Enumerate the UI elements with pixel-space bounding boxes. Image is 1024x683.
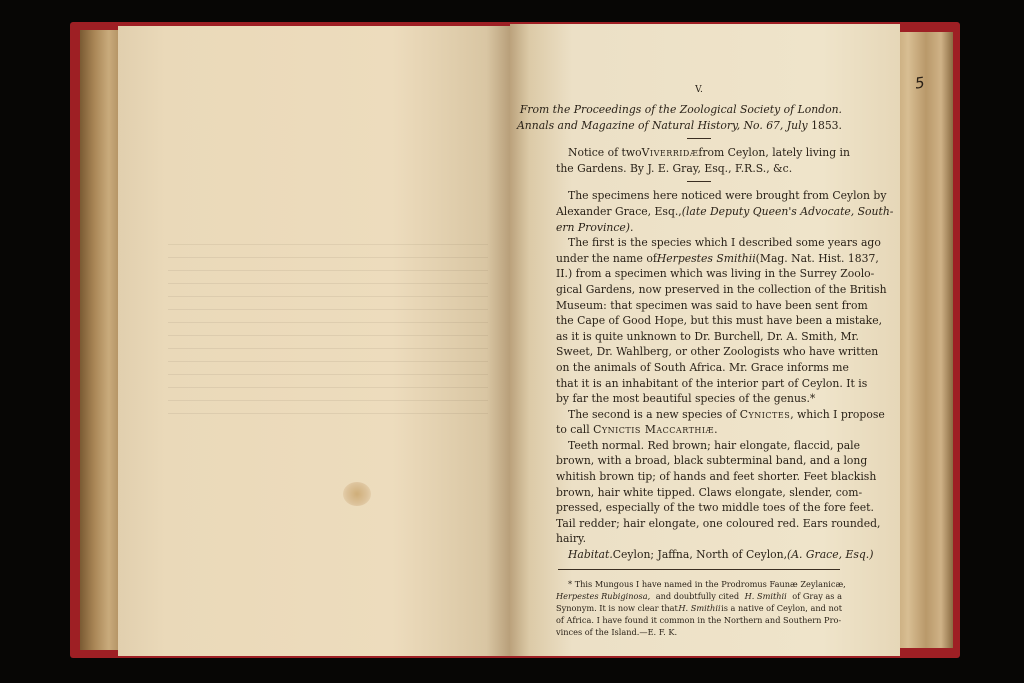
text-line — [556, 204, 894, 220]
page-number: V. — [695, 85, 703, 95]
text-line: Museum: that specimen was said to have been sent from — [556, 298, 868, 312]
text-span: and doubtfully cited — [655, 590, 740, 601]
text-span: . — [714, 423, 718, 437]
text-line: The first is the species which I described some years ago — [568, 236, 881, 250]
text-span: , which I propose — [790, 407, 885, 421]
footnote — [556, 578, 846, 639]
divider — [687, 181, 711, 182]
text-line: brown, with a broad, black subterminal band, and a long — [556, 454, 868, 468]
text-line: the Cape of Good Hope, but this must have been a mistake, — [556, 314, 883, 328]
notice-line — [556, 145, 850, 161]
divider — [687, 138, 711, 139]
genus-name: Cynictes — [739, 407, 791, 421]
text-span: is a native of Ceylon, and not — [721, 603, 842, 614]
text-span: The second is a new species of — [568, 407, 737, 421]
text-line: hairy. — [556, 532, 587, 546]
text-span: Herpestes Rubiginosa, — [556, 590, 651, 601]
text-line: The specimens here noticed were brought from Ceylon by — [568, 189, 887, 203]
text-line — [556, 422, 842, 438]
footnote-line: * This Mungous I have named in the Prodromus Faunæ Zeylanicæ, — [568, 578, 846, 589]
species-name: Cynictis Maccarthiæ — [593, 423, 715, 437]
text-line: whitish brown tip; of hands and feet shorter. Feet blackish — [556, 470, 877, 484]
text-line: ern Province). — [556, 220, 634, 234]
footnote-rule — [558, 569, 840, 570]
journal-title: Annals and Magazine of Natural History, No. 67, July — [516, 118, 808, 132]
footnote-line — [556, 590, 842, 602]
page-text — [516, 84, 894, 639]
text-line: Teeth normal. Red brown; hair elongate, flaccid, pale — [568, 438, 861, 452]
text-span: H. Smithii — [678, 603, 721, 614]
text-span: from Ceylon, lately living in — [698, 146, 850, 160]
habitat-line — [556, 547, 874, 563]
text-line: on the animals of South Africa. Mr. Grace informs me — [556, 360, 849, 374]
text-span: Viverridæ — [641, 146, 699, 160]
text-span: Alexander Grace, Esq., — [556, 204, 682, 218]
text-span: (Mag. Nat. Hist. 1837, — [755, 251, 879, 265]
text-line: II.) from a specimen which was living in the Surrey Zoolo- — [556, 267, 875, 281]
footnote-line — [556, 602, 842, 614]
text-span: (A. Grace, Esq.) — [787, 548, 874, 562]
text-span: (late Deputy Queen's Advocate, South- — [681, 204, 894, 218]
text-line: Tail redder; hair elongate, one coloured red. Ears rounded, — [556, 516, 881, 530]
header-line — [516, 118, 842, 134]
text-span: Synonym. It is now clear that — [556, 603, 678, 614]
journal-year: 1853. — [811, 118, 842, 132]
foxing-stain — [343, 482, 371, 506]
text-line: gical Gardens, now preserved in the collection of the British — [556, 282, 887, 296]
notice-line: the Gardens. By J. E. Gray, Esq., F.R.S., &c. — [556, 161, 793, 175]
text-line — [556, 407, 885, 423]
text-span: under the name of — [556, 251, 657, 265]
text-span: Herpestes Smithii — [656, 251, 756, 265]
text-span: Notice of two — [568, 146, 642, 160]
text-line: by far the most beautiful species of the genus.* — [556, 392, 816, 406]
text-line: brown, hair white tipped. Claws elongate, slender, com- — [556, 485, 863, 499]
handwritten-page-mark: 5 — [913, 73, 926, 93]
text-line: as it is quite unknown to Dr. Burchell, Dr. A. Smith, Mr. — [556, 329, 859, 343]
header-line: From the Proceedings of the Zoological Society of London. — [519, 103, 842, 116]
footnote-line: vinces of the Island.—E. F. K. — [556, 627, 678, 638]
text-span: H. Smithii — [744, 590, 787, 601]
text-line: that it is an inhabitant of the interior part of Ceylon. It is — [556, 376, 868, 390]
text-span: to call — [556, 423, 590, 437]
text-span: Ceylon; Jaffna, North of Ceylon, — [612, 548, 788, 562]
text-span: Habitat. — [568, 548, 613, 562]
footnote-line: of Africa. I have found it common in the Northern and Southern Pro- — [556, 615, 842, 626]
text-line: Sweet, Dr. Wahlberg, or other Zoologists who have written — [556, 345, 879, 359]
bleed-through-text — [168, 244, 488, 434]
text-line — [556, 251, 879, 267]
text-span: of Gray as a — [792, 590, 842, 601]
text-line: pressed, especially of the two middle toes of the fore feet. — [556, 501, 874, 515]
right-page-edges — [893, 32, 953, 648]
